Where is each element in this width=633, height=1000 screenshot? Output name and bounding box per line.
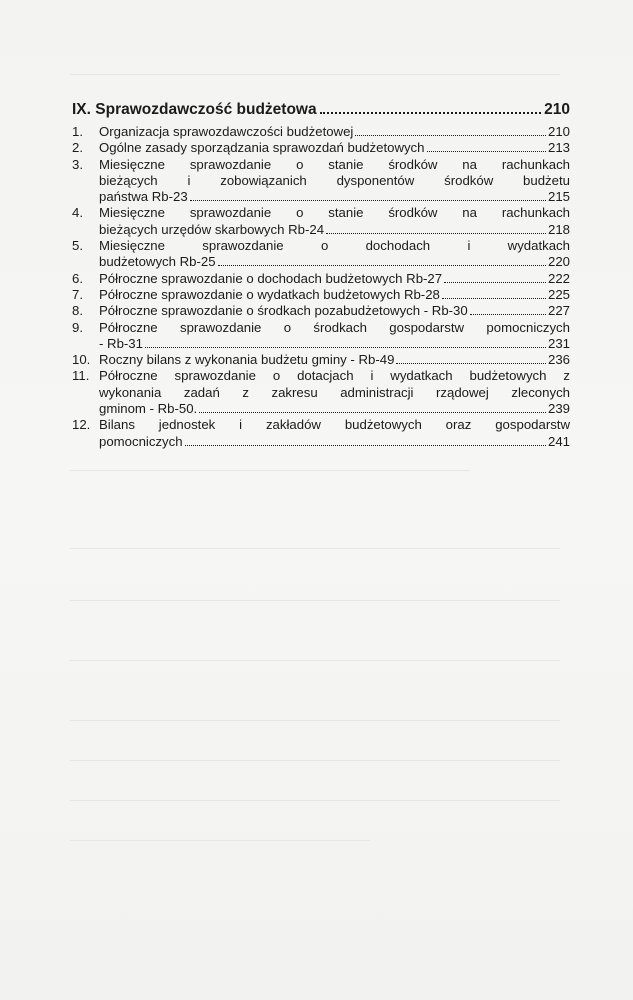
bleed-through-line	[70, 660, 560, 661]
entry-number: 9.	[72, 319, 83, 335]
entry-last-line	[99, 254, 570, 270]
entry-page-number: 218	[547, 221, 570, 237]
dot-leader	[145, 347, 546, 348]
bleed-through-line	[70, 720, 560, 721]
entry-last-line	[99, 434, 570, 450]
bleed-through-line	[70, 548, 560, 549]
entry-title: Półroczne sprawozdanie o środkach pozabudżetowych - Rb-30	[99, 303, 468, 319]
entry-page-number: 227	[547, 303, 570, 319]
entry-page-number: 213	[547, 140, 570, 156]
entry-number: 11.	[72, 368, 90, 384]
entry-last-line	[99, 352, 570, 368]
entry-last-line	[99, 271, 570, 287]
entry-title: Organizacja sprawozdawczości budżetowej	[99, 124, 354, 139]
entry-text	[99, 157, 570, 206]
entry-text-line: Bilans jednostek i zakładów budżetowych oraz gospodarstw	[99, 417, 570, 433]
entry-number: 8.	[72, 303, 83, 319]
entry-last-line	[99, 336, 570, 352]
toc-entry	[72, 238, 570, 271]
entry-text	[99, 320, 570, 353]
bleed-through-line	[70, 840, 370, 841]
dot-leader	[326, 233, 546, 234]
entry-text-line: wykonania zadań z zakresu administracji rządowej zleconych	[99, 384, 570, 400]
entry-number: 1.	[72, 124, 83, 139]
bleed-through-line	[70, 800, 560, 801]
entry-text-line: Półroczne sprawozdanie o dotacjach i wydatkach budżetowych z	[99, 368, 570, 384]
entry-title: pomocniczych	[99, 433, 183, 449]
dot-leader	[320, 112, 542, 114]
toc-entries	[72, 124, 570, 450]
entry-text	[99, 140, 570, 156]
dot-leader	[190, 200, 546, 201]
entry-page-number: 220	[547, 254, 570, 270]
bleed-through-line	[70, 470, 470, 471]
entry-number: 7.	[72, 286, 83, 302]
toc-entry	[72, 320, 570, 353]
entry-title: państwa Rb-23	[99, 189, 188, 205]
toc-entry	[72, 287, 570, 303]
entry-page-number: 210	[547, 124, 570, 139]
entry-page-number: 239	[547, 401, 570, 417]
entry-text-line: Miesięczne sprawozdanie o stanie środków na rachunkach	[99, 156, 570, 172]
toc-entry	[72, 157, 570, 206]
entry-last-line	[99, 401, 570, 417]
entry-title: Półroczne sprawozdanie o dochodach budżetowych Rb-27	[99, 270, 443, 286]
dot-leader	[470, 314, 546, 315]
entry-text-line: bieżących i zobowiązanich dysponentów środków budżetu	[99, 172, 570, 188]
entry-number: 10.	[72, 352, 91, 368]
entry-last-line	[99, 124, 570, 140]
entry-page-number: 241	[547, 433, 570, 449]
entry-last-line	[99, 140, 570, 156]
entry-number: 4.	[72, 205, 83, 221]
entry-text	[99, 124, 570, 140]
dot-leader	[442, 298, 546, 299]
entry-text	[99, 417, 570, 450]
toc-entry	[72, 205, 570, 238]
dot-leader	[355, 135, 546, 136]
entry-text	[99, 238, 570, 271]
entry-last-line	[99, 189, 570, 205]
toc-entry	[72, 271, 570, 287]
entry-last-line	[99, 287, 570, 303]
dot-leader	[185, 445, 546, 446]
entry-page-number: 225	[547, 286, 570, 302]
toc-entry	[72, 303, 570, 319]
entry-text	[99, 352, 570, 368]
entry-page-number: 215	[547, 189, 570, 205]
entry-title: bieżących urzędów skarbowych Rb-24	[99, 221, 325, 237]
entry-page-number: 222	[547, 270, 570, 286]
dot-leader	[444, 282, 546, 283]
toc-entry	[72, 124, 570, 140]
dot-leader	[199, 412, 546, 413]
chapter-heading	[72, 101, 570, 123]
toc-entry	[72, 417, 570, 450]
entry-number: 3.	[72, 156, 83, 172]
entry-title: Półroczne sprawozdanie o wydatkach budżetowych Rb-28	[99, 286, 440, 302]
chapter-page-number: 210	[544, 101, 570, 118]
entry-number: 2.	[72, 140, 83, 156]
toc-entry	[72, 140, 570, 156]
bleed-through-line	[70, 760, 560, 761]
dot-leader	[427, 151, 546, 152]
entry-page-number: 231	[547, 335, 570, 351]
dot-leader	[218, 265, 546, 266]
entry-text-line: Miesięczne sprawozdanie o dochodach i wydatkach	[99, 238, 570, 254]
entry-text	[99, 303, 570, 319]
chapter-title: IX. Sprawozdawczość budżetowa	[72, 101, 317, 118]
entry-number: 6.	[72, 270, 83, 286]
entry-text	[99, 271, 570, 287]
entry-title: - Rb-31	[99, 335, 143, 351]
entry-text-line: Miesięczne sprawozdanie o stanie środków na rachunkach	[99, 205, 570, 221]
entry-title: Roczny bilans z wykonania budżetu gminy - Rb-49	[99, 352, 395, 368]
entry-last-line	[99, 222, 570, 238]
entry-title: budżetowych Rb-25	[99, 254, 216, 270]
entry-text	[99, 205, 570, 238]
bleed-through-line	[70, 600, 560, 601]
toc-entry	[72, 352, 570, 368]
entry-number: 5.	[72, 238, 83, 254]
entry-last-line	[99, 303, 570, 319]
entry-text-line: Półroczne sprawozdanie o środkach gospodarstw pomocniczych	[99, 319, 570, 335]
entry-page-number: 236	[547, 352, 570, 368]
entry-text	[99, 287, 570, 303]
entry-title: Ogólne zasady sporządzania sprawozdań budżetowych	[99, 140, 425, 156]
bleed-through-line	[70, 74, 560, 75]
table-of-contents	[72, 101, 570, 450]
entry-text	[99, 368, 570, 417]
entry-number: 12.	[72, 417, 91, 433]
toc-entry	[72, 368, 570, 417]
dot-leader	[396, 363, 546, 364]
entry-title: gminom - Rb-50.	[99, 401, 198, 417]
